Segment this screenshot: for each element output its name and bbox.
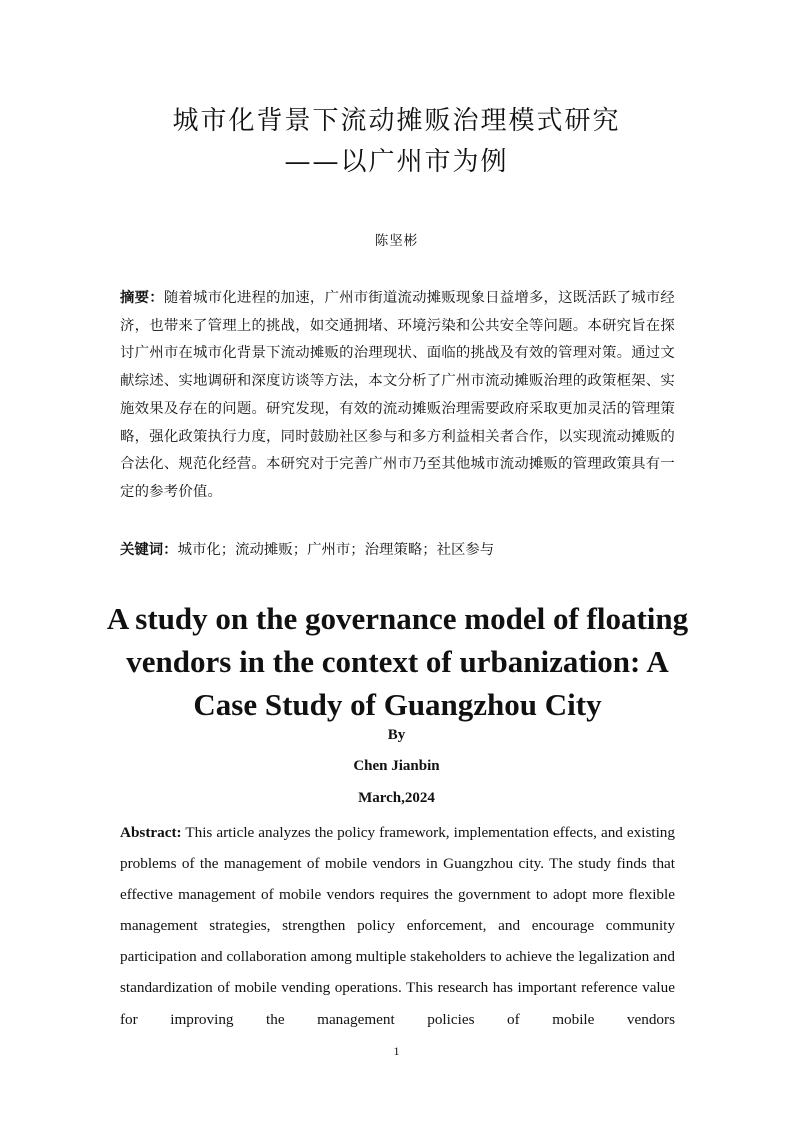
english-abstract-text: This article analyzes the policy framework, implementation effects, and existing problems of the management of mobile vendors in Guangzhou city. The study finds that effective management of mobile vendors requires the government to adopt more flexible management strategies, strengthen policy enforcement, and encourage community participation and collaboration among multiple stakeholders to achieve the legalization and standardization of mobile vending operations. This research has important reference value for improving the management policies of mobile vendors — [120, 824, 675, 1028]
english-abstract-label: Abstract: — [120, 824, 182, 841]
chinese-title-line-2: ——以广州市为例 — [284, 147, 509, 177]
page-number: 1 — [393, 1044, 400, 1058]
chinese-abstract — [120, 285, 675, 507]
english-abstract — [120, 817, 675, 1035]
english-by: By — [387, 727, 406, 743]
english-author: Chen Jianbin — [353, 758, 440, 774]
chinese-title-line-1: 城市化背景下流动摊贩治理模式研究 — [172, 106, 621, 136]
chinese-author: 陈坚彬 — [374, 233, 419, 249]
english-title: A study on the governance model of floating vendors in the context of urbanization: A Case Study of Guangzhou City — [106, 601, 689, 722]
chinese-keywords-label: 关键词： — [120, 542, 178, 558]
chinese-abstract-label: 摘要： — [120, 290, 164, 306]
chinese-keywords-text: 城市化；流动摊贩；广州市；治理策略；社区参与 — [177, 542, 495, 558]
chinese-abstract-text: 随着城市化进程的加速，广州市街道流动摊贩现象日益增多，这既活跃了城市经济，也带来了管理上的挑战，如交通拥堵、环境污染和公共安全等问题。本研究旨在探讨广州市在城市化背景下流动摊贩的治理现状、面临的挑战及有效的管理对策。通过文献综述、实地调研和深度访谈等方法，本文分析了广州市流动摊贩治理的政策框架、实施效果及存在的问题。研究发现，有效的流动摊贩治理需要政府采取更加灵活的管理策略，强化政策执行力度，同时鼓励社区参与和多方利益相关者合作，以实现流动摊贩的合法化、规范化经营。本研究对于完善广州市乃至其他城市流动摊贩的管理政策具有一定的参考价值。 — [120, 290, 675, 500]
chinese-keywords — [120, 538, 675, 562]
english-date: March,2024 — [358, 790, 435, 806]
